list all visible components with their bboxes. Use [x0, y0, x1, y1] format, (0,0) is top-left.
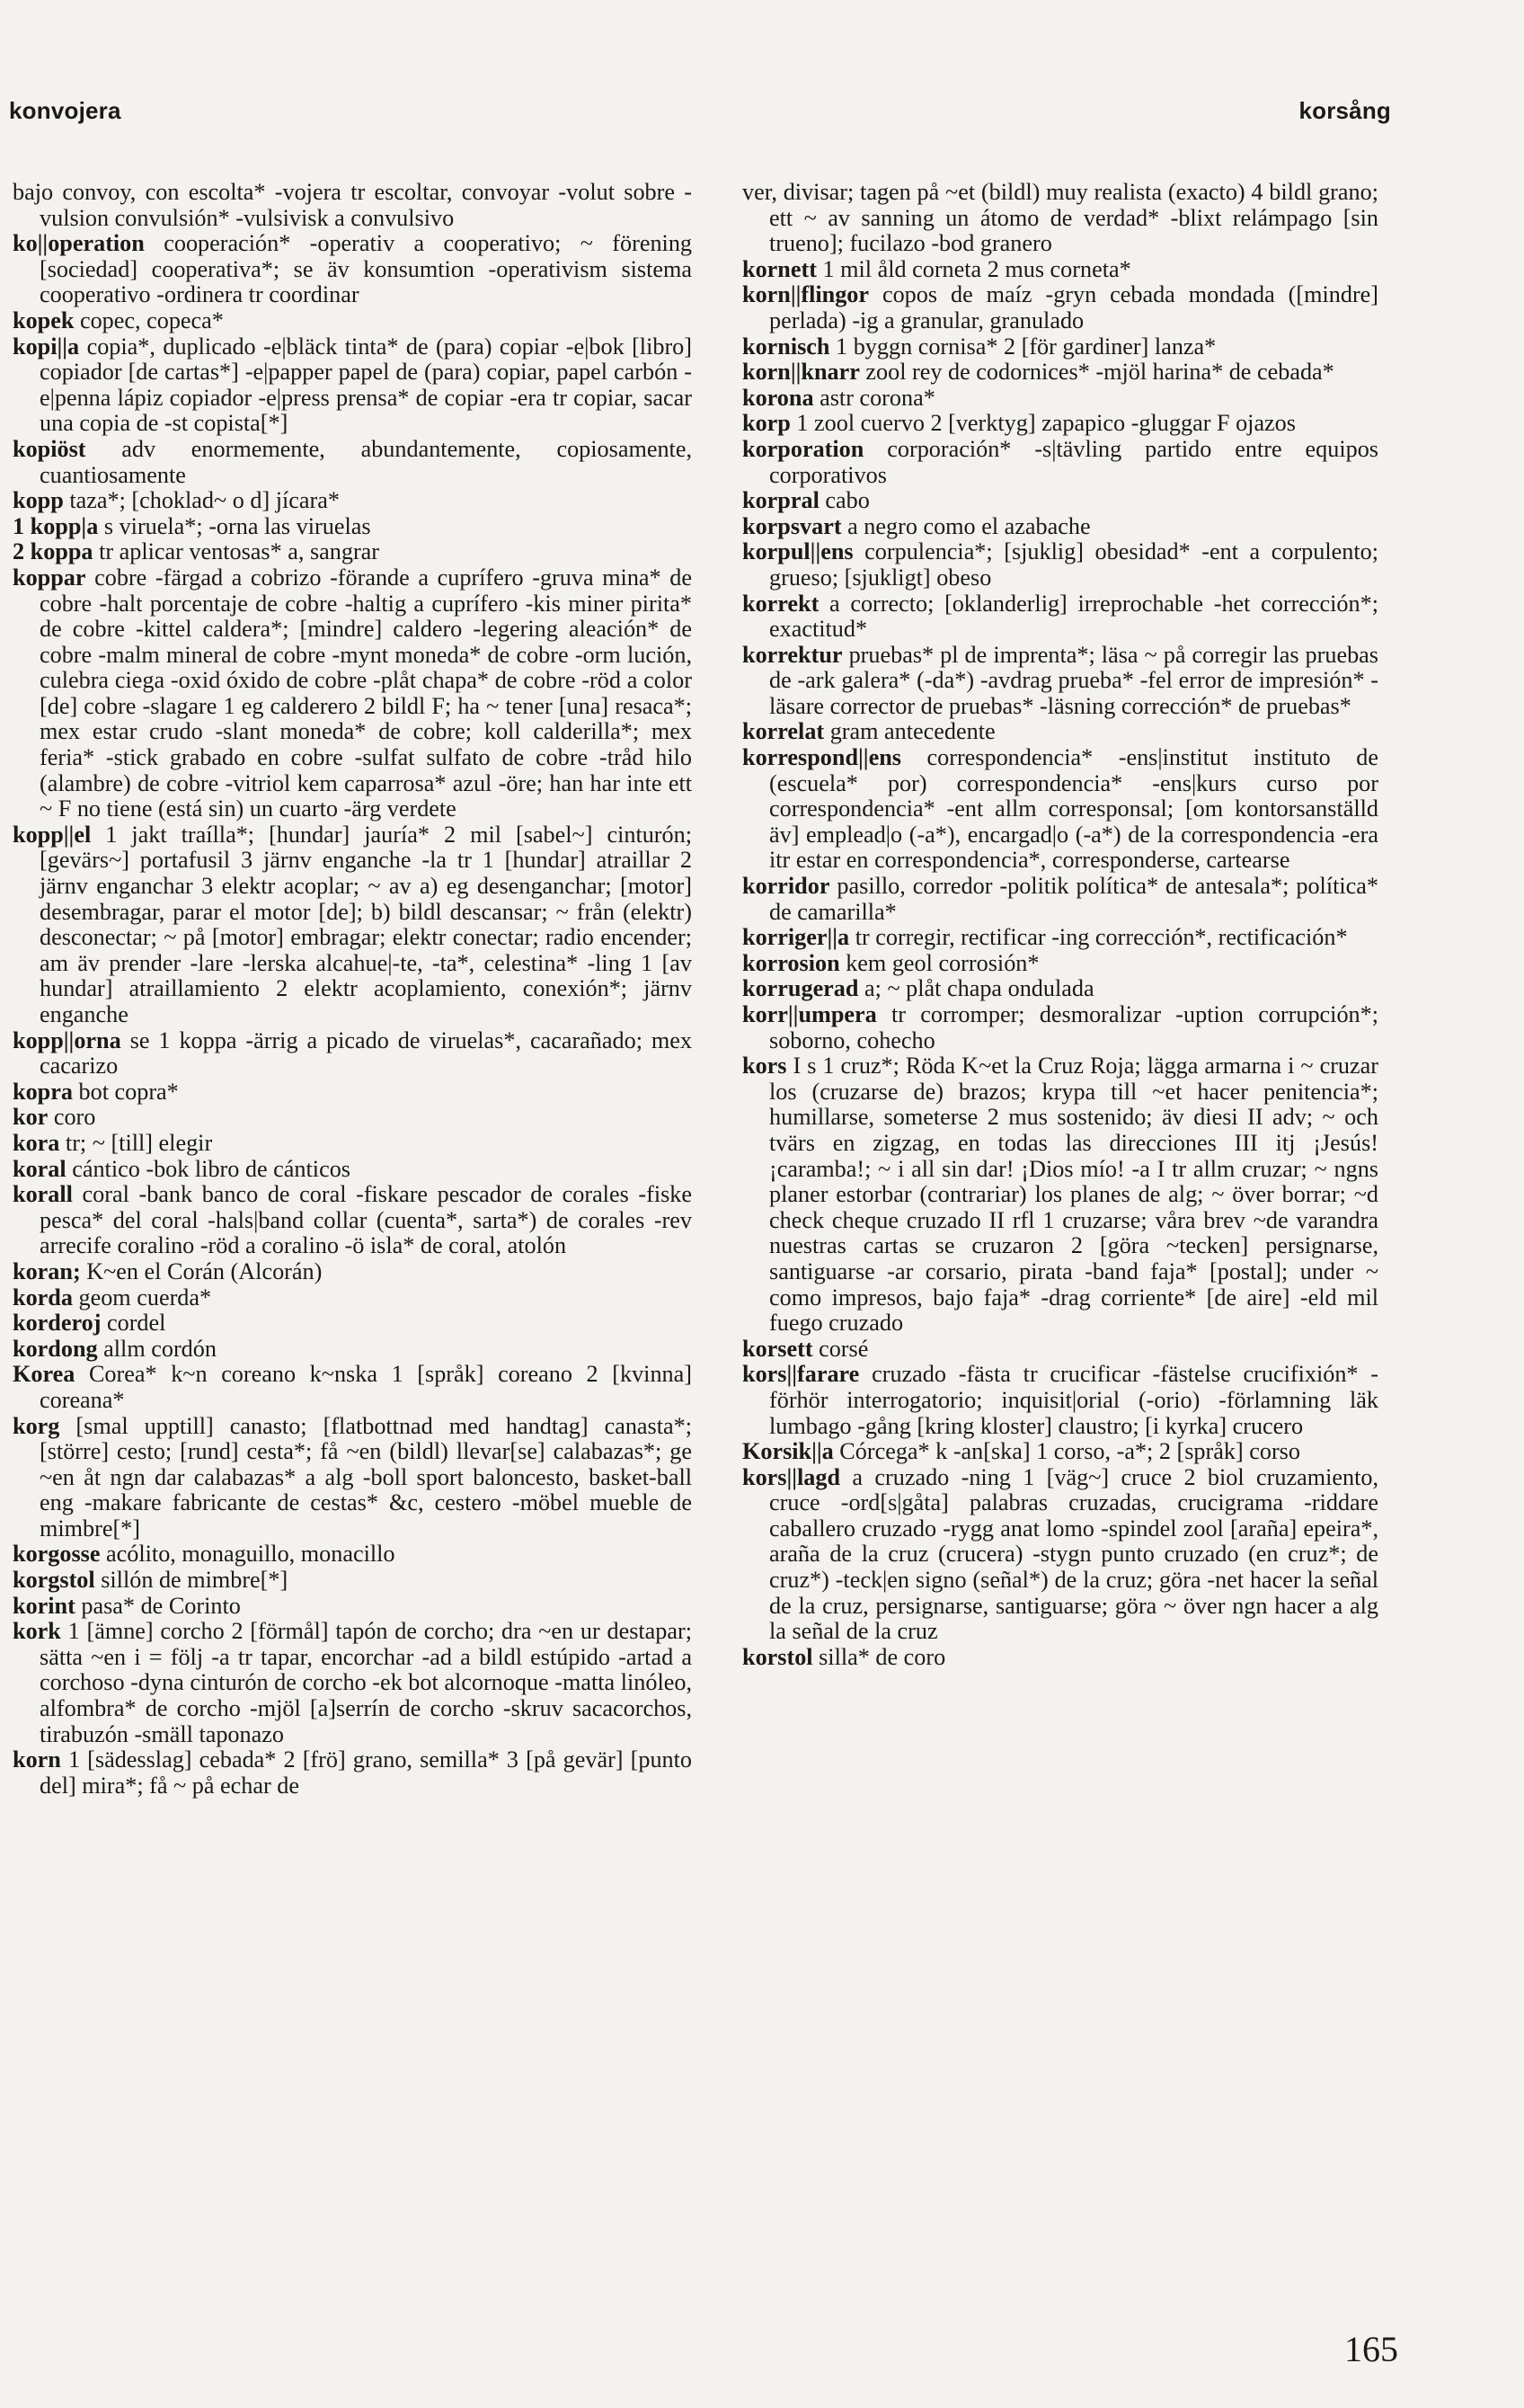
entry-headword: Korea — [13, 1361, 75, 1388]
entry-headword: korsett — [742, 1335, 813, 1362]
dictionary-entry — [742, 488, 1378, 514]
entry-headword: korda — [13, 1284, 73, 1311]
dictionary-entry — [13, 1337, 692, 1363]
entry-text: acólito, monaguillo, monacillo — [106, 1541, 395, 1568]
entry-headword: kopra — [13, 1078, 73, 1105]
entry-text: 1 mil åld corneta 2 mus corneta* — [822, 255, 1131, 282]
dictionary-entry — [13, 1080, 692, 1106]
entry-headword: korderoj — [13, 1310, 102, 1337]
entry-text: ver, divisar; tagen på ~et (bildl) muy realista (exacto) 4 bildl grano; ett ~ av sanning un átomo de verdad* -blixt relámpago [sin trueno]; fucilazo -bod granero — [742, 179, 1378, 257]
dictionary-entry — [742, 1465, 1378, 1645]
dictionary-entry — [13, 1105, 692, 1131]
dictionary-entry — [13, 231, 692, 308]
entry-headword: korn — [13, 1746, 61, 1773]
entry-text: Corea* k~n coreano k~nska 1 [språk] coreano 2 [kvinna] coreana* — [40, 1361, 692, 1413]
entry-text: pruebas* pl de imprenta*; läsa ~ på corregir las pruebas de -ark galera* (-da*) -avdrag prueba* -fel error de impresión* -läsare corrector de pruebas* -läsning corrección* de pruebas* — [769, 641, 1378, 719]
dictionary-entry — [13, 488, 692, 514]
entry-headword: kornisch — [742, 333, 830, 360]
entry-headword: korrelat — [742, 718, 825, 745]
entry-headword: kopi||a — [13, 333, 80, 360]
entry-text: 1 byggn cornisa* 2 [för gardiner] lanza* — [836, 333, 1217, 360]
entry-text: pasillo, corredor -politik política* de antesala*; política* de camarilla* — [769, 873, 1378, 925]
entry-headword: korp — [742, 410, 791, 437]
dictionary-entry — [742, 539, 1378, 591]
dictionary-entry — [13, 180, 692, 231]
entry-text: cabo — [825, 487, 870, 514]
entry-headword: korint — [13, 1592, 75, 1619]
entry-headword: korall — [13, 1181, 73, 1208]
dictionary-entry — [742, 1002, 1378, 1053]
dictionary-entry — [742, 257, 1378, 283]
dictionary-entry — [742, 643, 1378, 720]
entry-text: 1 [ämne] corcho 2 [förmål] tapón de corcho; dra ~en ur destapar; sätta ~en i = följ -a tr tapar, encorchar -ad a bildl estúpido -artad a corchoso -dyna cinturón de corcho -ek bot alcornoque -matta linóleo, alfombra* de corcho -mjöl [a]serrín de corcho -skruv sacacorchos, tirabuzón -smäll taponazo — [40, 1618, 693, 1747]
entry-headword: kora — [13, 1129, 60, 1156]
entry-text: pasa* de Corinto — [81, 1592, 241, 1619]
entry-text: a cruzado -ning 1 [väg~] cruce 2 biol cruzamiento, cruce -ord[s|gåta] palabras cruzadas, crucigrama -riddare caballero cruzado -rygg anat lomo -spindel zool [araña] epeira*, araña de la cruz (crucera) -stygn punto cruzado (en cruz*; de cruz*) -teck|en signo (señal*) de la cruz; göra -net hacer la señal de la cruz, persignarse, santiguarse; göra ~ över ngn hacer a alg la señal de la cruz — [769, 1463, 1378, 1645]
entry-text: corpulencia*; [sjuklig] obesidad* -ent a corpulento; grueso; [sjukligt] obeso — [769, 538, 1378, 591]
dictionary-entry — [742, 951, 1378, 977]
entry-text: astr corona* — [820, 384, 935, 411]
entry-headword: koran; — [13, 1257, 81, 1284]
dictionary-entry — [742, 1439, 1378, 1465]
entry-text: 1 jakt traílla*; [hundar] jauría* 2 mil [sabel~] cinturón; [gevärs~] portafusil 3 järnv enganche -la tr 1 [hundar] atraillar 2 järnv enganchar 3 elektr acoplar; ~ av a) eg desenganchar; [motor] desembragar, parar el motor [de]; b) bildl descansar; ~ från (elektr) desconectar; ~ på [motor] embragar; elektr conectar; radio encender; am äv prender -lare -lerska alcahue|-te, -ta*, celestina* -ling 1 [av hundar] atraillamiento 2 elektr acoplamiento, conexión*; järnv enganche — [40, 821, 692, 1027]
entry-text: adv enormemente, abundantemente, copiosamente, cuantiosamente — [40, 435, 692, 488]
dictionary-entry — [13, 437, 692, 488]
dictionary-entry — [742, 360, 1378, 386]
entry-headword: kork — [13, 1618, 61, 1645]
entry-headword: ko||operation — [13, 230, 145, 257]
entry-text: s viruela*; -orna las viruelas — [103, 512, 371, 539]
entry-text: zool rey de codornices* -mjöl harina* de cebada* — [865, 359, 1334, 386]
entry-text: silla* de coro — [819, 1643, 946, 1670]
dictionary-entry — [742, 514, 1378, 540]
entry-text: 1 zool cuervo 2 [verktyg] zapapico -gluggar F ojazos — [796, 410, 1296, 437]
entry-headword: kors||lagd — [742, 1463, 841, 1490]
dictionary-entry — [13, 1542, 692, 1568]
entry-text: cooperación* -operativ a cooperativo; ~ förening [sociedad] cooperativa*; se äv konsumtion -operativism sistema cooperativo -ordinera tr coordinar — [40, 230, 693, 308]
entry-text: a correcto; [oklanderlig] irreprochable -het corrección*; exactitud* — [769, 590, 1378, 643]
entry-text: tr; ~ [till] elegir — [65, 1129, 213, 1156]
entry-text: cobre -färgad a cobrizo -förande a cuprífero -gruva mina* de cobre -halt porcentaje de cobre -haltig a cuprífero -kis miner pirita* de cobre -kittel caldera*; [mindre] caldero -legering aleación* de cobre -malm mineral de cobre -mynt moneda* de cobre -orm lución, culebra ciega -oxid óxido de cobre -plåt chapa* de cobre -röd a color [de] cobre -slagare 1 eg calderero 2 bildl F; ha ~ tener [una] resaca*; mex estar crudo -slant moneda* de cobre; koll calderilla*; mex feria* -stick grabado en cobre -sulfat sulfato de cobre -tråd hilo (alambre) de cobre -vitriol kem caparrosa* azul -öre; han har inte ett ~ F no tiene (está sin) un cuarto -ärg verdete — [40, 564, 692, 822]
entry-headword: kopp — [13, 487, 64, 514]
dictionary-entry — [742, 874, 1378, 925]
dictionary-entry — [13, 1362, 692, 1413]
dictionary-entry — [742, 437, 1378, 488]
entry-text: cruzado -fästa tr crucificar -fästelse crucifixión* -förhör interrogatorio; inquisit|orial (-orio) -förlamning läk lumbago -gång [kring kloster] claustro; [i kyrka] crucero — [769, 1361, 1378, 1439]
entry-text: I s 1 cruz*; Röda K~et la Cruz Roja; lägga armarna i ~ cruzar los (cruzarse de) brazos; krypa till ~et hacer penitencia*; humillarse, someterse 2 mus sostenido; äv diesi II adv; ~ och tvärs en zigzag, en todas las direcciones III itj ¡Jesús! ¡caramba!; ~ i all sin dar! ¡Dios mío! -a I tr allm cruzar; ~ ngns planer estorbar (contrariar) los planes de alg; ~ över borrar; ~d check cheque cruzado II rfl 1 cruzarse; våra brev ~de varandra nuestras cartas se cruzaron 2 [göra ~tecken] persignarse, santiguarse -ar corsario, pirata -band faja* [postal]; under ~ como impresos, bajo faja* -drag corriente* [de aire] -eld mil fuego cruzado — [769, 1053, 1378, 1337]
entry-text: coral -bank banco de coral -fiskare pescador de corales -fiske pesca* del coral -hals|band collar (cuenta*, sarta*) de corales -rev arrecife coralino -röd a coralino -ö isla* de coral, atolón — [40, 1181, 693, 1259]
entry-headword: korrekt — [742, 590, 820, 617]
dictionary-entry — [13, 308, 692, 334]
entry-text: gram antecedente — [829, 718, 996, 745]
dictionary-entry — [13, 1414, 692, 1542]
dictionary-entry — [13, 1131, 692, 1157]
entry-headword: Korsik||a — [742, 1438, 834, 1465]
entry-headword: korridor — [742, 873, 830, 900]
entry-text: corsé — [819, 1335, 869, 1362]
dictionary-entry — [742, 411, 1378, 437]
entry-headword: kopp||orna — [13, 1026, 121, 1053]
dictionary-entry — [742, 925, 1378, 951]
entry-headword: 1 kopp|a — [13, 512, 99, 539]
entry-headword: korrugerad — [742, 975, 859, 1002]
entry-headword: kors — [742, 1053, 787, 1080]
entry-headword: korporation — [742, 435, 864, 462]
dictionary-entry — [742, 1337, 1378, 1363]
entry-headword: korgstol — [13, 1567, 95, 1594]
entry-text: Córcega* k -an[ska] 1 corso, -a*; 2 [språk] corso — [839, 1438, 1300, 1465]
dictionary-entry — [13, 1568, 692, 1594]
entry-text: se 1 koppa -ärrig a picado de viruelas*, cacarañado; mex cacarizo — [40, 1026, 692, 1080]
dictionary-entry — [13, 1157, 692, 1183]
dictionary-entry — [742, 1362, 1378, 1439]
right-column — [742, 180, 1378, 1670]
dictionary-entry — [742, 745, 1378, 874]
entry-text: 1 [sädesslag] cebada* 2 [frö] grano, semilla* 3 [på gevär] [punto del] mira*; få ~ på echar de — [40, 1746, 692, 1799]
entry-headword: kopek — [13, 307, 75, 333]
entry-headword: korgosse — [13, 1541, 101, 1568]
entry-text: taza*; [choklad~ o d] jícara* — [69, 487, 340, 514]
entry-headword: koppar — [13, 564, 86, 591]
entry-text: [smal upptill] canasto; [flatbottnad med handtag] canasta*; [större] cesto; [rund] cesta*; få ~en (bildl) llevar[se] calabazas*; ge ~en åt ngn dar calabazas* a alg -boll sport baloncesto, basket-ball eng -makare fabricante de cestas* &c, cestero -möbel mueble de mimbre[*] — [40, 1412, 693, 1542]
entry-headword: kornett — [742, 255, 817, 282]
entry-text: tr aplicar ventosas* a, sangrar — [99, 538, 380, 565]
dictionary-entry — [13, 1259, 692, 1285]
dictionary-entry — [742, 976, 1378, 1002]
entry-text: kem geol corrosión* — [846, 949, 1040, 976]
dictionary-entry — [742, 591, 1378, 643]
dictionary-entry — [13, 514, 692, 540]
dictionary-entry — [742, 1053, 1378, 1337]
dictionary-entry — [742, 1645, 1378, 1671]
entry-headword: korstol — [742, 1643, 813, 1670]
entry-text: tr corregir, rectificar -ing corrección*, rectificación* — [855, 924, 1348, 951]
entry-text: copos de maíz -gryn cebada mondada ([mindre] perlada) -ig a granular, granulado — [769, 281, 1379, 333]
dictionary-entry — [742, 282, 1378, 333]
entry-headword: korr||umpera — [742, 1001, 877, 1027]
entry-headword: kopp||el — [13, 821, 92, 848]
dictionary-entry — [13, 1285, 692, 1311]
entry-headword: korrektur — [742, 641, 843, 668]
page-number: 165 — [1344, 2329, 1398, 2369]
entry-headword: korg — [13, 1412, 60, 1439]
entry-headword: korona — [742, 384, 814, 411]
entry-headword: 2 koppa — [13, 538, 93, 565]
entry-text: bot copra* — [78, 1078, 179, 1105]
dictionary-entry — [13, 1311, 692, 1337]
dictionary-entry — [742, 334, 1378, 360]
entry-headword: korpul||ens — [742, 538, 854, 565]
entry-headword: korpral — [742, 487, 820, 514]
dictionary-entry — [13, 1594, 692, 1620]
dictionary-entry — [13, 1182, 692, 1259]
dictionary-entry — [13, 334, 692, 437]
entry-headword: korrosion — [742, 949, 840, 976]
dictionary-entry — [742, 180, 1378, 257]
entry-text: tr corromper; desmoralizar -uption corrupción*; soborno, cohecho — [769, 1001, 1378, 1053]
dictionary-entry — [13, 539, 692, 565]
entry-text: a; ~ plåt chapa ondulada — [864, 975, 1094, 1002]
entry-text: geom cuerda* — [78, 1284, 212, 1311]
entry-headword: korn||flingor — [742, 281, 870, 308]
entry-headword: kordong — [13, 1335, 98, 1362]
dictionary-entry — [13, 822, 692, 1028]
entry-headword: korn||knarr — [742, 359, 860, 386]
left-column — [13, 180, 692, 1799]
entry-text: sillón de mimbre[*] — [101, 1567, 288, 1594]
entry-headword: koral — [13, 1155, 66, 1182]
entry-headword: korpsvart — [742, 512, 842, 539]
entry-headword: kors||farare — [742, 1361, 860, 1388]
entry-text: correspondencia* -ens|institut instituto de (escuela* por) correspondencia* -ens|kurs curso por correspondencia* -ent allm corresponsal; [om kontorsanställd äv] emplead|o (-a*), encargad|o (-a*) de la correspondencia -era itr estar en correspondencia*, corresponderse, cartearse — [769, 744, 1378, 874]
entry-text: K~en el Corán (Alcorán) — [86, 1257, 323, 1284]
entry-headword: korrespond||ens — [742, 744, 901, 771]
entry-text: copec, copeca* — [79, 307, 224, 333]
dictionary-entry — [13, 1028, 692, 1080]
entry-text: allm cordón — [103, 1335, 217, 1362]
running-head-left: konvojera — [9, 97, 121, 124]
entry-headword: korriger||a — [742, 924, 850, 951]
entry-text: bajo convoy, con escolta* -vojera tr escoltar, convoyar -volut sobre -vulsion convulsión* -vulsivisk a convulsivo — [13, 179, 692, 231]
entry-text: cántico -bok libro de cánticos — [72, 1155, 350, 1182]
entry-text: cordel — [106, 1310, 166, 1337]
entry-text: corporación* -s|tävling partido entre equipos corporativos — [769, 435, 1379, 488]
running-head-right: korsång — [1298, 97, 1391, 124]
dictionary-entry — [13, 1619, 692, 1747]
dictionary-entry — [742, 386, 1378, 412]
entry-headword: kor — [13, 1104, 49, 1131]
entry-text: a negro como el azabache — [847, 512, 1091, 539]
entry-headword: kopiöst — [13, 435, 86, 462]
entry-text: copia*, duplicado -e|bläck tinta* de (para) copiar -e|bok [libro] copiador [de cartas*] -e|papper papel de (para) copiar, papel carbón -e|penna lápiz copiador -e|press prensa* de copiar -era tr copiar, sacar una copia de -st copista[*] — [40, 333, 692, 437]
dictionary-entry — [742, 719, 1378, 745]
dictionary-entry — [13, 1747, 692, 1799]
dictionary-entry — [13, 565, 692, 822]
entry-text: coro — [53, 1104, 96, 1131]
